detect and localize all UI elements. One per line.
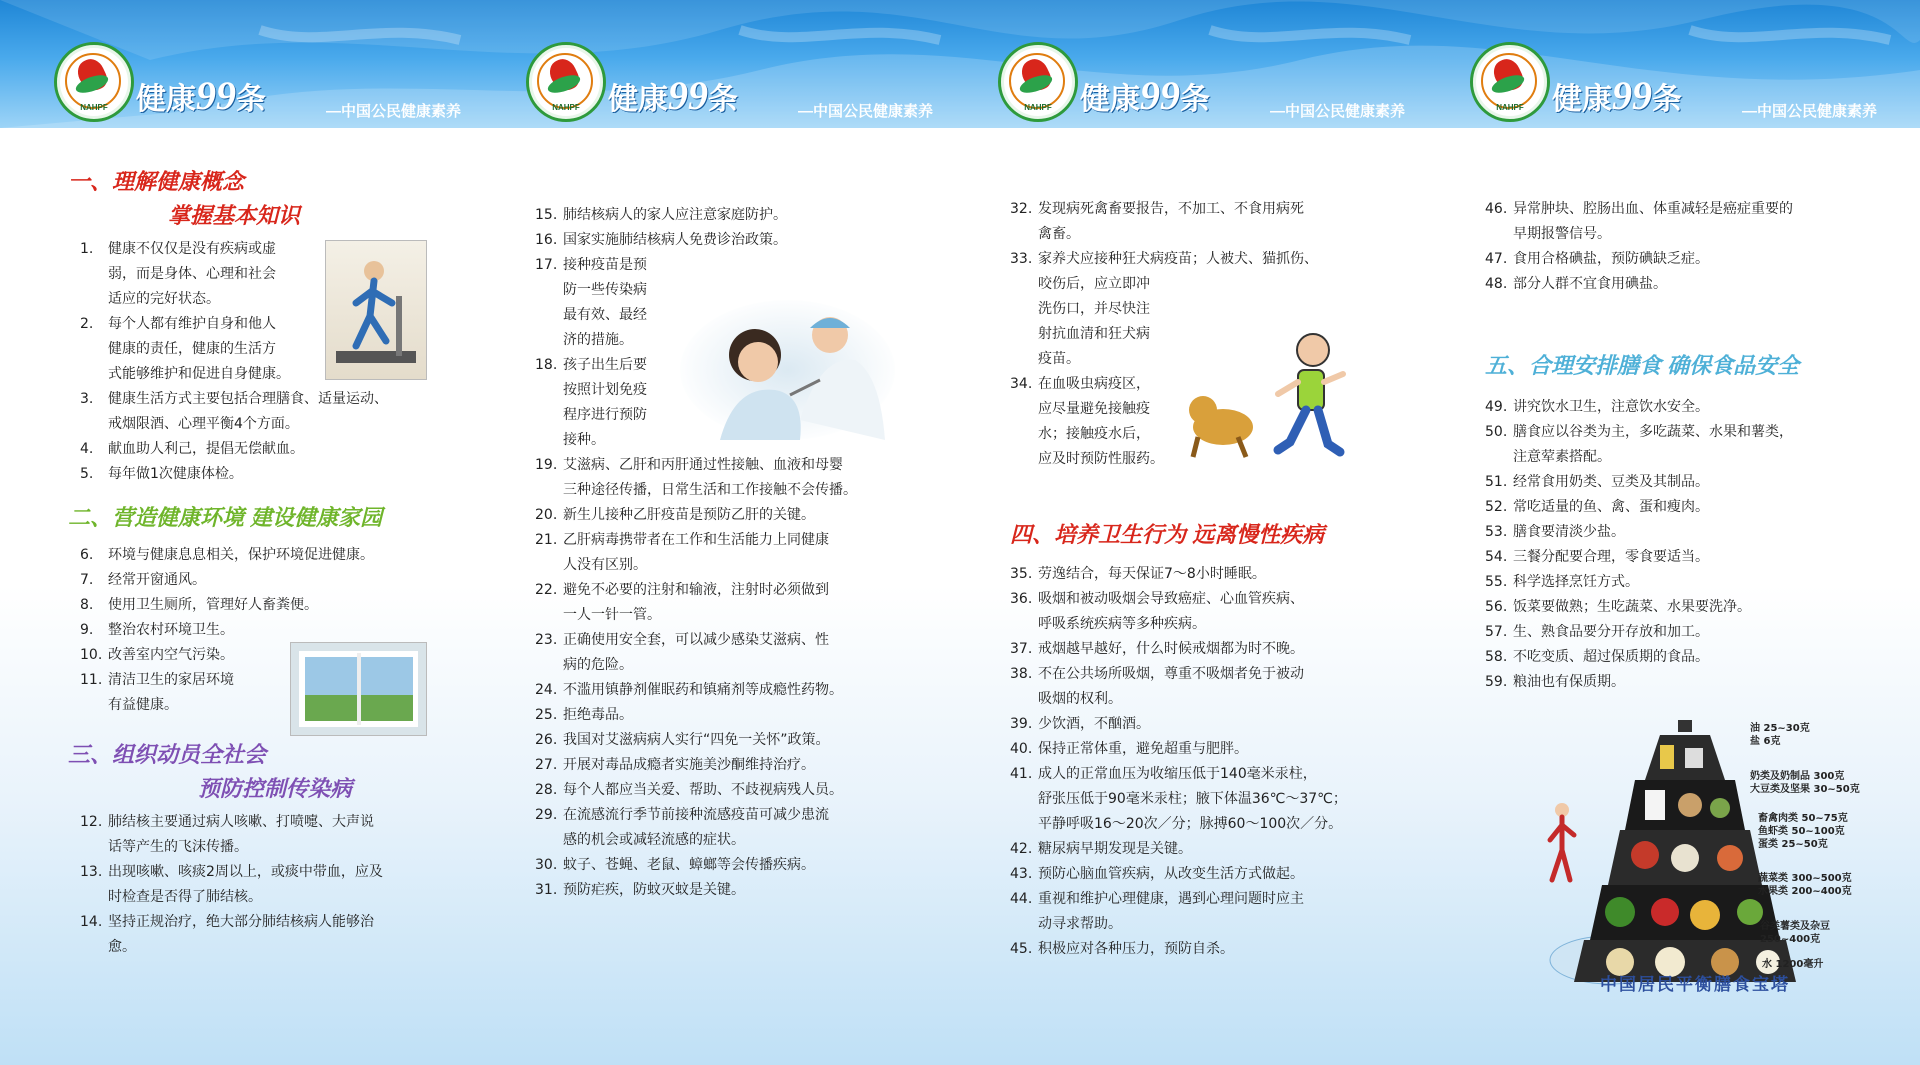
list-item [1010, 247, 1410, 272]
header-subtitle: —中国公民健康素养 [798, 103, 934, 120]
section-5-title: 五、合理安排膳食 确保食品安全 [1485, 353, 1800, 378]
list-item [1485, 470, 1885, 495]
item-text: 有益健康。 [108, 697, 178, 713]
list-item [1485, 272, 1885, 297]
item-number: 4. [80, 441, 94, 457]
item-text: 食用合格碘盐，预防碘缺乏症。 [1513, 251, 1709, 267]
item-text: 感的机会或减轻流感的症状。 [563, 832, 745, 848]
item-text: 接种。 [563, 432, 605, 448]
item-text: 艾滋病、乙肝和丙肝通过性接触、血液和母婴 [563, 457, 843, 473]
item-number: 6. [80, 547, 94, 563]
doctor-child-icon [680, 300, 895, 440]
nahpf-logo: NAHPF [1470, 42, 1550, 122]
list-item [80, 910, 468, 935]
item-number: 59. [1485, 674, 1508, 690]
list-item [535, 778, 935, 803]
item-text: 健康不仅仅是没有疾病或虚 [108, 241, 276, 257]
item-text: 出现咳嗽、咳痰2周以上，或痰中带血，应及 [108, 864, 383, 880]
section-4-list [1010, 562, 1410, 962]
list-item [1485, 495, 1885, 520]
header-group-4 [1450, 34, 1878, 124]
section-2-title: 二、营造健康环境 建设健康家园 [68, 505, 383, 530]
section-3-subtitle: 预防控制传染病 [198, 776, 353, 801]
item-text: 平静呼吸16～20次／分；脉搏60～100次／分。 [1038, 816, 1343, 832]
item-number: 40. [1010, 741, 1033, 757]
item-text: 戒烟限酒、心理平衡4个方面。 [108, 416, 299, 432]
item-text: 早期报警信号。 [1513, 226, 1611, 242]
list-item [535, 753, 935, 778]
item-number: 8. [80, 597, 94, 613]
list-item [1485, 670, 1885, 695]
list-item [535, 203, 935, 228]
section-1-title: 一、理解健康概念 [68, 169, 245, 194]
item-text: 保持正常体重，避免超重与肥胖。 [1038, 741, 1248, 757]
list-item [1010, 862, 1410, 887]
list-item [1010, 712, 1410, 737]
list-item [80, 543, 468, 568]
item-number: 36. [1010, 591, 1033, 607]
item-number: 35. [1010, 566, 1033, 582]
dog-chase-illustration [1178, 322, 1358, 472]
list-item-continuation [1485, 222, 1885, 247]
list-item-continuation [1010, 272, 1410, 297]
item-number: 48. [1485, 276, 1508, 292]
list-item-continuation [80, 885, 468, 910]
item-number: 3. [80, 391, 94, 407]
item-text: 三餐分配要合理，零食要适当。 [1513, 549, 1709, 565]
item-text: 愈。 [108, 939, 136, 955]
item-text: 开展对毒品成瘾者实施美沙酮维持治疗。 [563, 757, 815, 773]
list-item [80, 387, 468, 412]
item-text: 正确使用安全套，可以减少感染艾滋病、性 [563, 632, 829, 648]
item-text: 每年做1次健康体检。 [108, 466, 243, 482]
item-text: 每个人都有维护自身和他人 [108, 316, 276, 332]
item-text: 膳食要清淡少盐。 [1513, 524, 1625, 540]
header-subtitle: —中国公民健康素养 [1742, 103, 1878, 120]
list-item-continuation [80, 412, 468, 437]
item-number: 15. [535, 207, 558, 223]
item-number: 22. [535, 582, 558, 598]
item-text: 三种途径传播，日常生活和工作接触不会传播。 [563, 482, 857, 498]
list-item [1485, 645, 1885, 670]
header-title: 健康99条 [1080, 73, 1210, 118]
list-item [535, 803, 935, 828]
list-item [80, 568, 468, 593]
item-text: 最有效、最经 [563, 307, 647, 323]
item-text: 在血吸虫病疫区， [1038, 376, 1150, 392]
item-text: 常吃适量的鱼、禽、蛋和瘦肉。 [1513, 499, 1709, 515]
item-number: 14. [80, 914, 103, 930]
item-number: 39. [1010, 716, 1033, 732]
item-text: 环境与健康息息相关，保护环境促进健康。 [108, 547, 374, 563]
item-number: 26. [535, 732, 558, 748]
list-item-continuation [1010, 612, 1410, 637]
list-item [1010, 887, 1410, 912]
item-number: 34. [1010, 376, 1033, 392]
item-text: 戒烟越早越好，什么时候戒烟都为时不晚。 [1038, 641, 1304, 657]
item-text: 疫苗。 [1038, 351, 1080, 367]
item-text: 动寻求帮助。 [1038, 916, 1122, 932]
item-text: 禽畜。 [1038, 226, 1080, 242]
item-number: 42. [1010, 841, 1033, 857]
item-number: 2. [80, 316, 94, 332]
list-item [535, 528, 935, 553]
item-text: 人没有区别。 [563, 557, 647, 573]
vaccination-illustration [680, 300, 895, 440]
list-item [1485, 520, 1885, 545]
item-text: 应及时预防性服药。 [1038, 451, 1164, 467]
item-number: 58. [1485, 649, 1508, 665]
list-item [1485, 595, 1885, 620]
list-item [1010, 937, 1410, 962]
item-text: 避免不必要的注射和输液，注射时必须做到 [563, 582, 829, 598]
list-item-continuation [1010, 687, 1410, 712]
item-number: 43. [1010, 866, 1033, 882]
item-text: 乙肝病毒携带者在工作和生活能力上同健康 [563, 532, 829, 548]
item-number: 44. [1010, 891, 1033, 907]
nahpf-logo: NAHPF [54, 42, 134, 122]
item-number: 20. [535, 507, 558, 523]
list-item [535, 853, 935, 878]
item-number: 12. [80, 814, 103, 830]
item-number: 56. [1485, 599, 1508, 615]
item-number: 45. [1010, 941, 1033, 957]
list-item [1010, 737, 1410, 762]
item-text: 健康的责任，健康的生活方 [108, 341, 276, 357]
list-item [80, 810, 468, 835]
list-item-continuation [1010, 812, 1410, 837]
item-text: 预防疟疾，防蚊灭蚊是关键。 [563, 882, 745, 898]
item-number: 10. [80, 647, 103, 663]
item-text: 我国对艾滋病病人实行“四免一关怀”政策。 [563, 732, 830, 748]
item-number: 30. [535, 857, 558, 873]
treadmill-illustration [325, 240, 427, 380]
item-text: 经常开窗通风。 [108, 572, 206, 588]
list-item [1485, 570, 1885, 595]
column-4-list-a [1485, 197, 1885, 297]
item-text: 整治农村环境卫生。 [108, 622, 234, 638]
item-text: 注意荤素搭配。 [1513, 449, 1611, 465]
item-text: 呼吸系统疾病等多种疾病。 [1038, 616, 1206, 632]
item-text: 家养犬应接种狂犬病疫苗；人被犬、猫抓伤、 [1038, 251, 1318, 267]
list-item [535, 703, 935, 728]
item-text: 健康生活方式主要包括合理膳食、适量运动、 [108, 391, 388, 407]
item-number: 9. [80, 622, 94, 638]
item-text: 改善室内空气污染。 [108, 647, 234, 663]
column-3 [1010, 197, 1410, 962]
item-text: 少饮酒，不酗酒。 [1038, 716, 1150, 732]
item-text: 蚊子、苍蝇、老鼠、蟑螂等会传播疾病。 [563, 857, 815, 873]
item-text: 防一些传染病 [563, 282, 647, 298]
list-item [1485, 247, 1885, 272]
item-number: 32. [1010, 201, 1033, 217]
item-number: 16. [535, 232, 558, 248]
item-text: 异常肿块、腔肠出血、体重减轻是癌症重要的 [1513, 201, 1793, 217]
item-number: 31. [535, 882, 558, 898]
list-item [1010, 587, 1410, 612]
item-text: 射抗血清和狂犬病 [1038, 326, 1150, 342]
list-item-continuation [1010, 222, 1410, 247]
item-number: 28. [535, 782, 558, 798]
item-number: 24. [535, 682, 558, 698]
item-text: 预防心脑血管疾病，从改变生活方式做起。 [1038, 866, 1304, 882]
item-number: 23. [535, 632, 558, 648]
list-item [80, 860, 468, 885]
pyramid-level-5: 油 25~30克 盐 6克 [1750, 723, 1810, 747]
section-3-list [80, 810, 468, 960]
list-item [535, 878, 935, 903]
item-text: 膳食应以谷类为主，多吃蔬菜、水果和薯类， [1513, 424, 1793, 440]
item-text: 接种疫苗是预 [563, 257, 647, 273]
list-item [1010, 837, 1410, 862]
item-number: 11. [80, 672, 103, 688]
nahpf-logo: NAHPF [998, 42, 1078, 122]
list-item-continuation [1010, 787, 1410, 812]
item-text: 生、熟食品要分开存放和加工。 [1513, 624, 1709, 640]
list-item-continuation [535, 828, 935, 853]
item-text: 程序进行预防 [563, 407, 647, 423]
list-item [535, 228, 935, 253]
item-text: 清洁卫生的家居环境 [108, 672, 234, 688]
item-text: 吸烟的权利。 [1038, 691, 1122, 707]
item-text: 科学选择烹饪方式。 [1513, 574, 1639, 590]
list-item-continuation [535, 603, 935, 628]
item-text: 咬伤后，应立即冲 [1038, 276, 1150, 292]
list-item-continuation [80, 835, 468, 860]
item-number: 13. [80, 864, 103, 880]
item-text: 部分人群不宜食用碘盐。 [1513, 276, 1667, 292]
column-4 [1485, 197, 1885, 695]
list-item [535, 578, 935, 603]
list-item [1010, 197, 1410, 222]
item-text: 讲究饮水卫生，注意饮水安全。 [1513, 399, 1709, 415]
pyramid-level-1: 谷类薯类及杂豆 250~400克 [1760, 921, 1830, 945]
item-number: 57. [1485, 624, 1508, 640]
list-item-continuation [535, 478, 935, 503]
food-pyramid [1540, 720, 1880, 1020]
window-icon [291, 643, 426, 735]
list-item [80, 462, 468, 487]
item-number: 5. [80, 466, 94, 482]
pyramid-caption: 中国居民平衡膳食宝塔 [1600, 975, 1790, 995]
item-text: 不吃变质、超过保质期的食品。 [1513, 649, 1709, 665]
section-4-title: 四、培养卫生行为 远离慢性疾病 [1010, 522, 1325, 547]
list-item-continuation [1485, 445, 1885, 470]
item-number: 21. [535, 532, 558, 548]
item-text: 成人的正常血压为收缩压低于140毫米汞柱， [1038, 766, 1317, 782]
item-text: 应尽量避免接触疫 [1038, 401, 1150, 417]
item-text: 经常食用奶类、豆类及其制品。 [1513, 474, 1709, 490]
header-subtitle: —中国公民健康素养 [1270, 103, 1406, 120]
header-group-2 [506, 34, 934, 124]
header-title: 健康99条 [1552, 73, 1682, 118]
item-text: 舒张压低于90毫米汞柱；腋下体温36℃～37℃； [1038, 791, 1347, 807]
item-number: 46. [1485, 201, 1508, 217]
item-number: 37. [1010, 641, 1033, 657]
item-text: 积极应对各种压力，预防自杀。 [1038, 941, 1234, 957]
list-item [1485, 620, 1885, 645]
list-item [535, 728, 935, 753]
item-text: 式能够维护和促进自身健康。 [108, 366, 290, 382]
item-text: 时检查是否得了肺结核。 [108, 889, 262, 905]
item-number: 18. [535, 357, 558, 373]
item-number: 54. [1485, 549, 1508, 565]
item-number: 7. [80, 572, 94, 588]
list-item-continuation [1010, 912, 1410, 937]
list-item [535, 453, 935, 478]
list-item-continuation [535, 553, 935, 578]
list-item [535, 253, 935, 278]
item-text: 一人一针一管。 [563, 607, 661, 623]
item-number: 51. [1485, 474, 1508, 490]
item-text: 献血助人利己，提倡无偿献血。 [108, 441, 304, 457]
item-text: 国家实施肺结核病人免费诊治政策。 [563, 232, 787, 248]
pyramid-level-2: 蔬菜类 300~500克 水果类 200~400克 [1758, 873, 1852, 897]
header-group-1 [34, 34, 462, 124]
pyramid-level-3: 畜禽肉类 50~75克 鱼虾类 50~100克 蛋类 25~50克 [1758, 813, 1848, 850]
pyramid-level-4: 奶类及奶制品 300克 大豆类及坚果 30~50克 [1750, 771, 1860, 795]
header-subtitle: —中国公民健康素养 [326, 103, 462, 120]
header-group-3 [978, 34, 1406, 124]
item-text: 每个人都应当关爱、帮助、不歧视病残人员。 [563, 782, 843, 798]
item-number: 29. [535, 807, 558, 823]
item-number: 52. [1485, 499, 1508, 515]
list-item-continuation [1010, 297, 1410, 322]
list-item [1010, 762, 1410, 787]
item-number: 47. [1485, 251, 1508, 267]
list-item-continuation [80, 935, 468, 960]
list-item [1010, 637, 1410, 662]
item-text: 水；接触疫水后， [1038, 426, 1150, 442]
list-item [535, 503, 935, 528]
pyramid-water-label: 水 1200毫升 [1762, 959, 1824, 970]
item-number: 27. [535, 757, 558, 773]
list-item [80, 593, 468, 618]
item-text: 不在公共场所吸烟，尊重不吸烟者免于被动 [1038, 666, 1304, 682]
item-text: 发现病死禽畜要报告，不加工、不食用病死 [1038, 201, 1304, 217]
list-item [1485, 395, 1885, 420]
section-5-list [1485, 395, 1885, 695]
item-text: 使用卫生厕所，管理好人畜粪便。 [108, 597, 318, 613]
item-text: 在流感流行季节前接种流感疫苗可减少患流 [563, 807, 829, 823]
item-text: 适应的完好状态。 [108, 291, 220, 307]
item-number: 53. [1485, 524, 1508, 540]
item-text: 劳逸结合，每天保证7～8小时睡眠。 [1038, 566, 1266, 582]
item-text: 重视和维护心理健康，遇到心理问题时应主 [1038, 891, 1304, 907]
item-text: 拒绝毒品。 [563, 707, 633, 723]
item-text: 饭菜要做熟；生吃蔬菜、水果要洗净。 [1513, 599, 1751, 615]
item-number: 38. [1010, 666, 1033, 682]
item-text: 新生儿接种乙肝疫苗是预防乙肝的关键。 [563, 507, 815, 523]
item-text: 洗伤口，并尽快注 [1038, 301, 1150, 317]
item-text: 肺结核主要通过病人咳嗽、打喷嚏、大声说 [108, 814, 374, 830]
header-title: 健康99条 [608, 73, 738, 118]
item-number: 1. [80, 241, 94, 257]
item-number: 25. [535, 707, 558, 723]
section-1-subtitle: 掌握基本知识 [168, 203, 301, 228]
item-text: 糖尿病早期发现是关键。 [1038, 841, 1192, 857]
section-3-title: 三、组织动员全社会 [68, 742, 267, 767]
item-number: 33. [1010, 251, 1033, 267]
item-text: 弱，而是身体、心理和社会 [108, 266, 276, 282]
list-item [535, 628, 935, 653]
item-number: 50. [1485, 424, 1508, 440]
nahpf-logo: NAHPF [526, 42, 606, 122]
item-text: 吸烟和被动吸烟会导致癌症、心血管疾病、 [1038, 591, 1304, 607]
list-item [1485, 197, 1885, 222]
item-number: 17. [535, 257, 558, 273]
list-item-continuation [535, 653, 935, 678]
runner-icon [326, 241, 426, 379]
item-text: 话等产生的飞沫传播。 [108, 839, 248, 855]
list-item [1010, 562, 1410, 587]
list-item [1485, 420, 1885, 445]
list-item [535, 678, 935, 703]
dog-man-icon [1178, 322, 1358, 472]
item-number: 55. [1485, 574, 1508, 590]
item-text: 济的措施。 [563, 332, 633, 348]
pyramid-graphic [1540, 720, 1880, 1000]
item-text: 坚持正规治疗，绝大部分肺结核病人能够治 [108, 914, 374, 930]
item-number: 49. [1485, 399, 1508, 415]
item-text: 按照计划免疫 [563, 382, 647, 398]
list-item [1485, 545, 1885, 570]
item-number: 41. [1010, 766, 1033, 782]
item-text: 肺结核病人的家人应注意家庭防护。 [563, 207, 787, 223]
item-number: 19. [535, 457, 558, 473]
list-item [80, 437, 468, 462]
item-text: 病的危险。 [563, 657, 633, 673]
window-illustration [290, 642, 427, 736]
list-item [80, 618, 468, 643]
header-title: 健康99条 [136, 73, 266, 118]
item-text: 不滥用镇静剂催眠药和镇痛剂等成瘾性药物。 [563, 682, 843, 698]
list-item [1010, 662, 1410, 687]
item-text: 粮油也有保质期。 [1513, 674, 1625, 690]
item-text: 孩子出生后要 [563, 357, 647, 373]
